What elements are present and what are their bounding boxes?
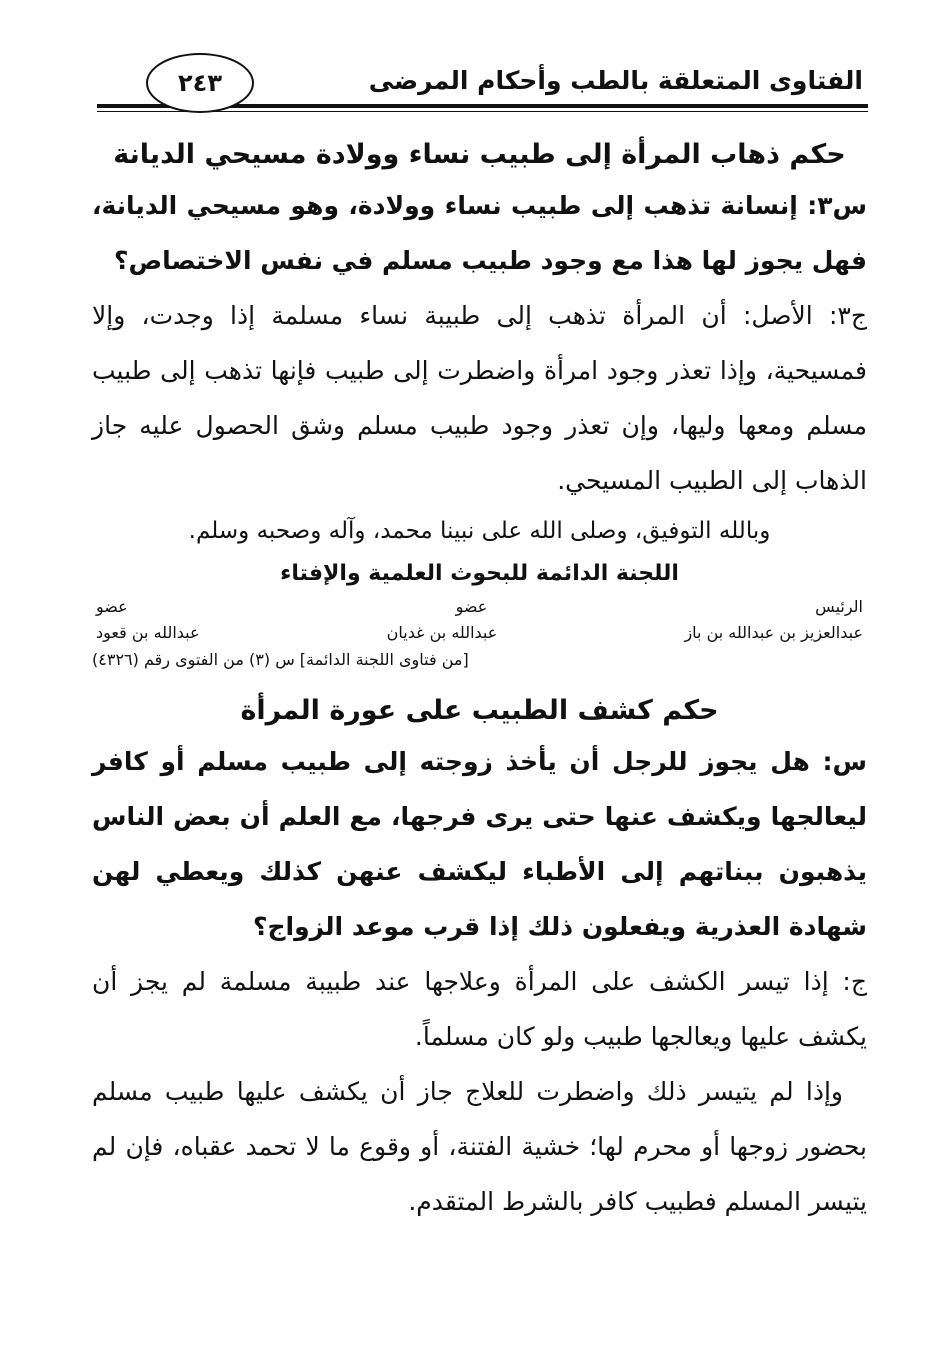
page-number: ٢٤٣ bbox=[178, 69, 222, 97]
signatory-member1-name: عبدالله بن غديان bbox=[386, 623, 498, 642]
section2-question: س: هل يجوز للرجل أن يأخذ زوجته إلى طبيب مسلم أو كافر ليعالجها ويكشف عنها حتى يرى فرجها، مع العلم أن بعض الناس يذهبون ببناتهم إلى الأطباء ليكشف عنهن كذلك ويعطي لهن شهادة العذرية ويفعلون ذلك إذا قرب موعد الزواج؟ bbox=[92, 747, 867, 941]
signatory-member1-role: عضو bbox=[455, 597, 488, 616]
signatories-roles bbox=[92, 594, 867, 620]
signatory-chairman-role: الرئيس bbox=[815, 597, 863, 616]
running-header-title: الفتاوى المتعلقة بالطب وأحكام المرضى bbox=[368, 66, 863, 95]
signatories-names bbox=[92, 620, 867, 646]
section1-question: س٣: إنسانة تذهب إلى طبيب نساء وولادة، وهو مسيحي الديانة، فهل يجوز لها هذا مع وجود طبيب مسلم في نفس الاختصاص؟ bbox=[92, 191, 867, 275]
page-number-oval bbox=[146, 53, 254, 113]
section2-title: حكم كشف الطبيب على عورة المرأة bbox=[240, 695, 719, 726]
section2-answer: ج: إذا تيسر الكشف على المرأة وعلاجها عند طبيبة مسلمة لم يجز أن يكشف عليها ويعالجها طبيب ولو كان مسلماً. bbox=[92, 967, 867, 1051]
committee-name: اللجنة الدائمة للبحوث العلمية والإفتاء bbox=[280, 561, 679, 586]
section1-title: حكم ذهاب المرأة إلى طبيب نساء وولادة مسيحي الديانة bbox=[113, 139, 846, 170]
section1-closing: وبالله التوفيق، وصلى الله على نبينا محمد، وآله وصحبه وسلم. bbox=[188, 518, 771, 544]
signatory-member2-role: عضو bbox=[96, 597, 128, 616]
section2-paragraph: وإذا لم يتيسر ذلك واضطرت للعلاج جاز أن يكشف عليها طبيب مسلم بحضور زوجها أو محرم لها؛ خشية الفتنة، أو وقوع ما لا تحمد عقباه، فإن لم يتيسر المسلم فطبيب كافر بالشرط المتقدم. bbox=[92, 1077, 867, 1216]
page-body bbox=[92, 132, 867, 1229]
section1-answer: ج٣: الأصل: أن المرأة تذهب إلى طبيبة نساء مسلمة إذا وجدت، وإلا فمسيحية، وإذا تعذر وجود امرأة واضطرت إلى طبيب فإنها تذهب إلى طبيب مسلم ومعها وليها، وإن تعذر وجود طبيب مسلم وشق الحصول عليه جاز الذهاب إلى الطبيب المسيحي. bbox=[92, 301, 867, 495]
signatory-member2-name: عبدالله بن قعود bbox=[96, 623, 200, 642]
fatwa-source-citation: [من فتاوى اللجنة الدائمة] س (٣) من الفتوى رقم (٤٣٢٦) bbox=[92, 650, 469, 669]
signatory-chairman-name: عبدالعزيز بن عبدالله بن باز bbox=[684, 623, 863, 642]
